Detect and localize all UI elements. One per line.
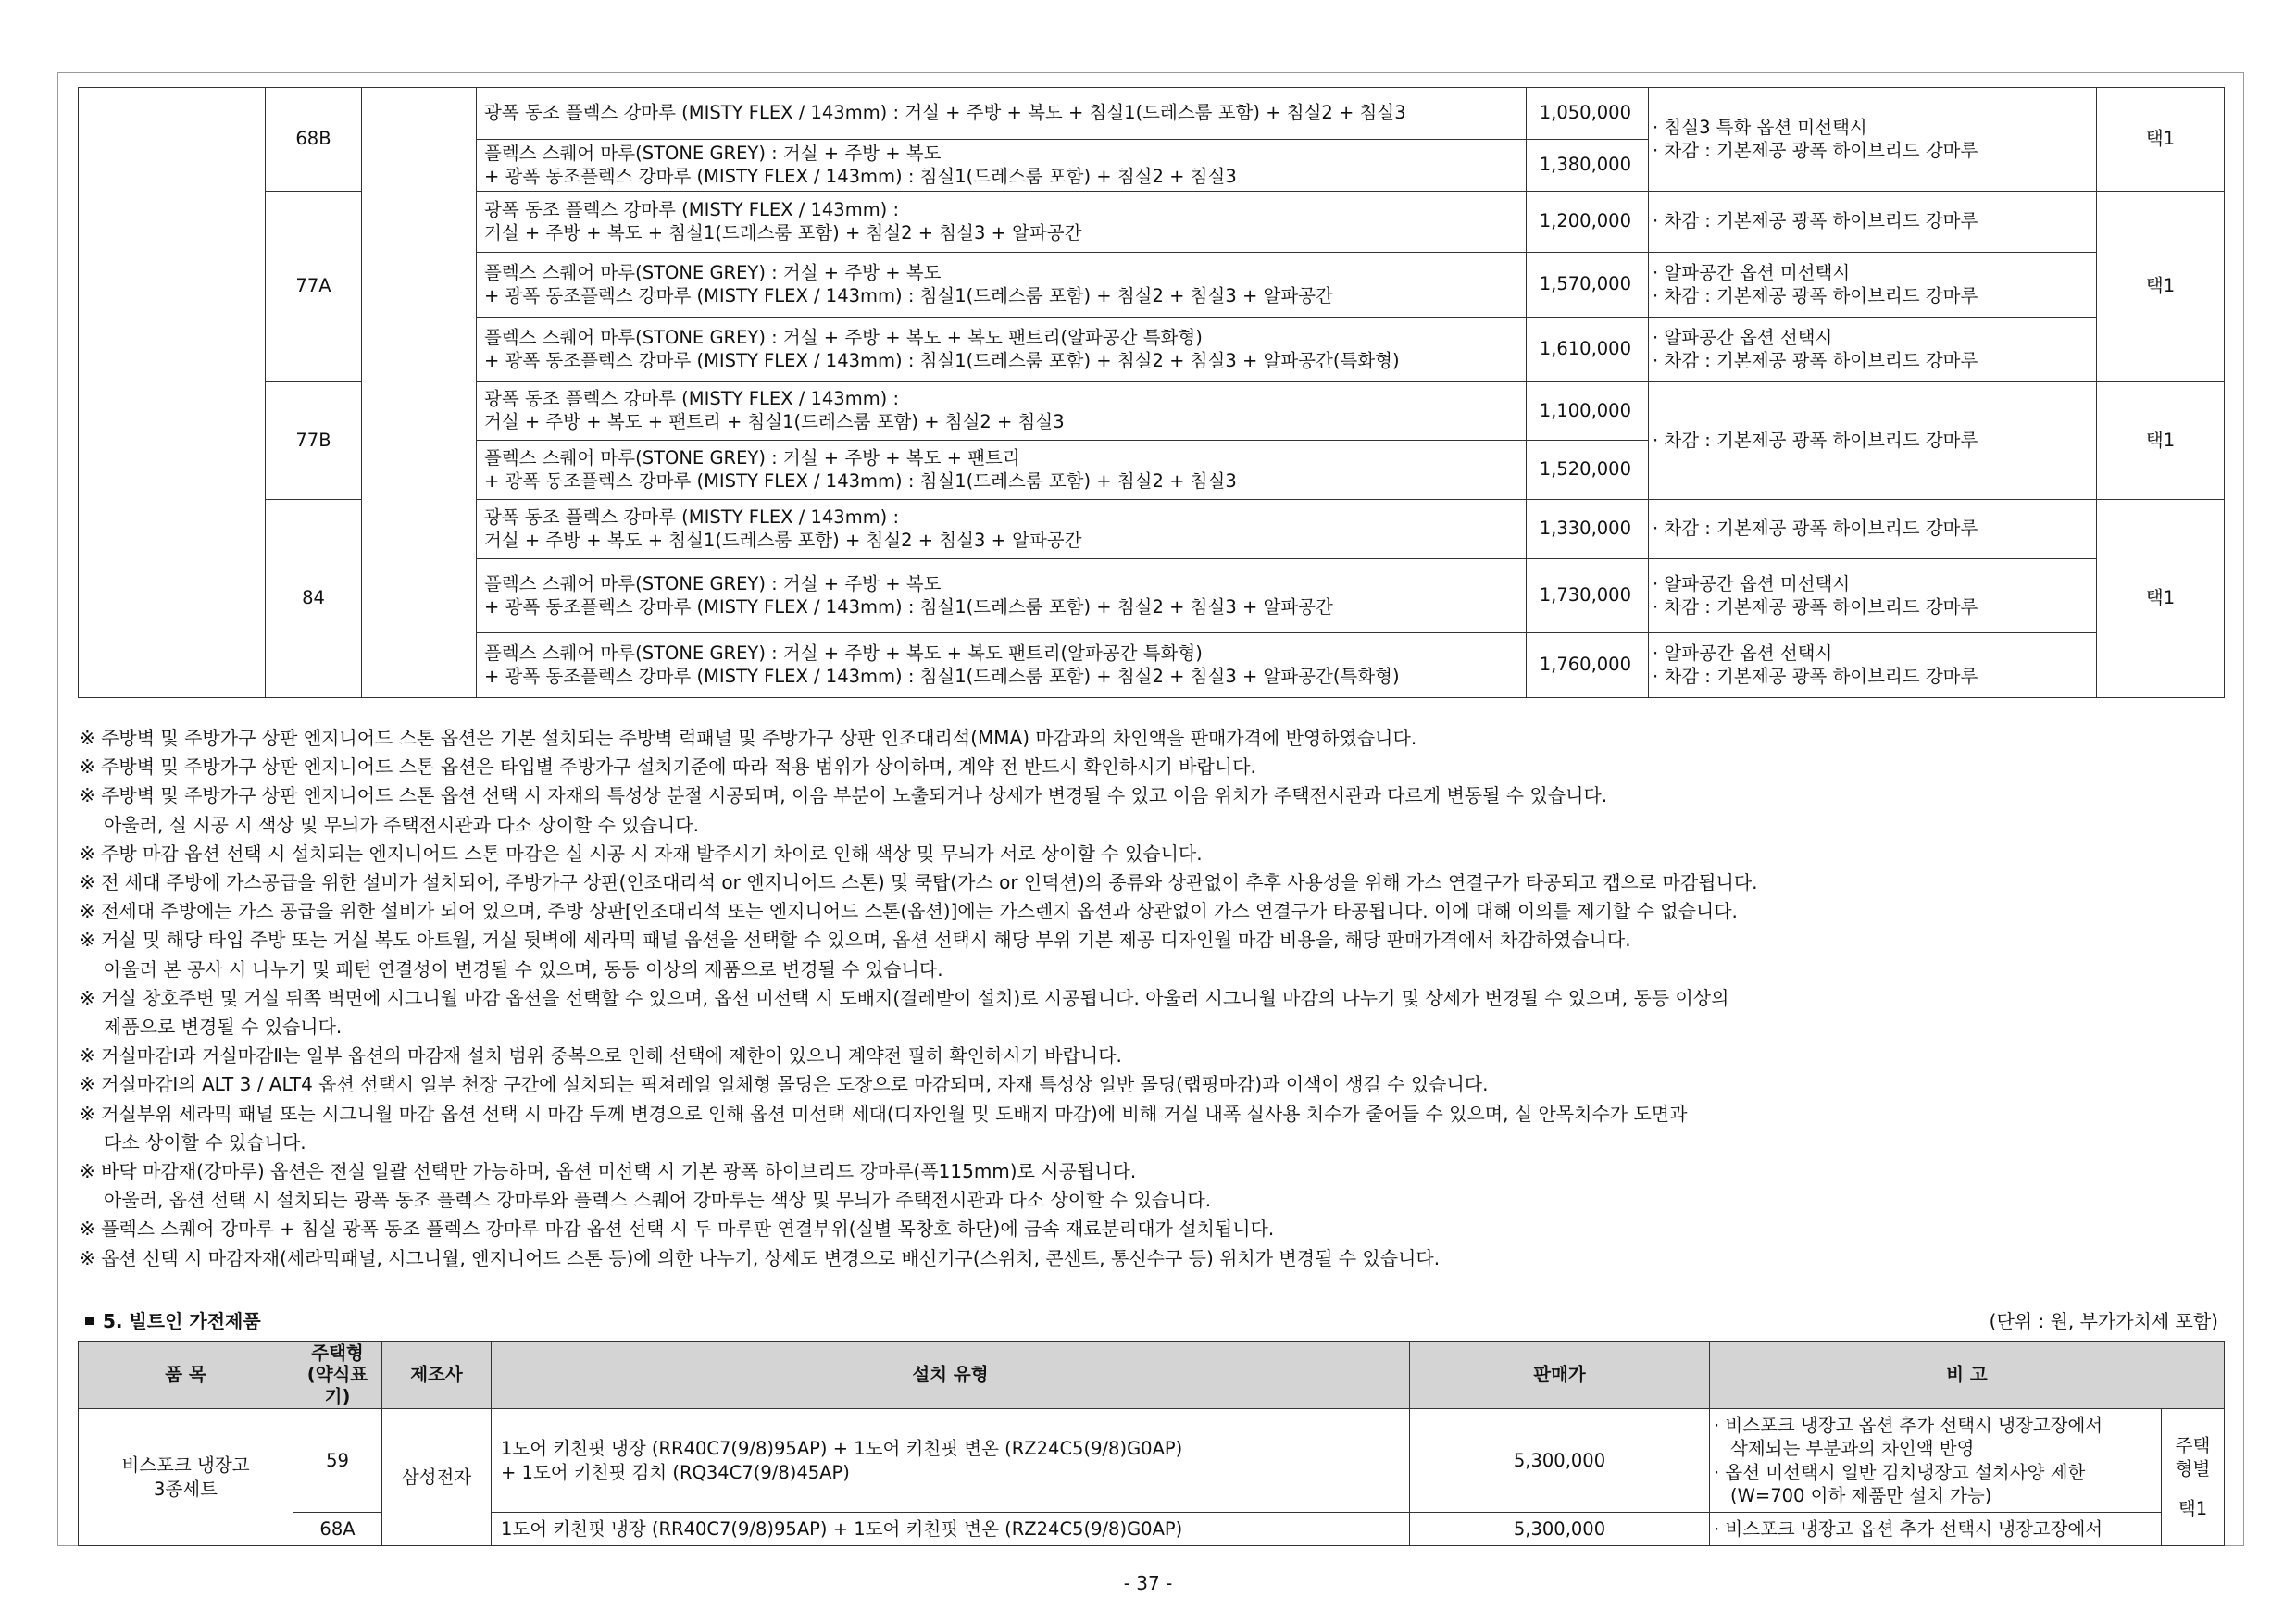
install-cell: 1도어 키친핏 냉장 (RR40C7(9/8)95AP) + 1도어 키친핏 변온 (RZ24C5(9/8)G0AP) + 1도어 키친핏 김치 (RQ34C7(9/8)45AP) [492, 1409, 1410, 1513]
header-type: 주택형 (약식표기) [293, 1342, 382, 1409]
note-line: ※ 거실마감Ⅰ의 ALT 3 / ALT4 옵션 선택시 일부 천장 구간에 설치되는 픽쳐레일 일체형 몰딩은 도장으로 마감되며, 자재 특성상 일반 몰딩(랩핑마감)과 이색이 생길 수 있습니다. [80, 1073, 1489, 1096]
option-price: 1,520,000 [1527, 441, 1649, 500]
note-line: ※ 거실마감Ⅰ과 거실마감Ⅱ는 일부 옵션의 마감재 설치 범위 중복으로 인해 선택에 제한이 있으니 계약전 필히 확인하시기 바랍니다. [80, 1044, 1122, 1067]
header-remark: 비 고 [1710, 1342, 2225, 1409]
note-line: ※ 거실 및 해당 타입 주방 또는 거실 복도 아트월, 거실 뒷벽에 세라믹 패널 옵션을 선택할 수 있으며, 옵션 선택시 해당 부위 기본 제공 디자인월 마감 비용을, 해당 판매가격에서 차감하였습니다. [80, 929, 1631, 952]
note-line: ※ 바닥 마감재(강마루) 옵션은 전실 일괄 선택만 가능하며, 옵션 미선택 시 기본 광폭 하이브리드 강마루(폭115mm)로 시공됩니다. [80, 1160, 1137, 1183]
unit-note: (단위 : 원, 부가가치세 포함) [1989, 1310, 2218, 1332]
note-line: 다소 상이할 수 있습니다. [104, 1130, 306, 1154]
install-cell: 1도어 키친핏 냉장 (RR40C7(9/8)95AP) + 1도어 키친핏 변온 (RZ24C5(9/8)G0AP) [492, 1513, 1410, 1546]
option-price: 1,380,000 [1527, 140, 1649, 192]
option-note: · 알파공간 옵션 미선택시 · 차감 : 기본제공 광폭 하이브리드 강마루 [1649, 559, 2097, 633]
choice-cell: 택1 [2097, 88, 2225, 192]
table-row [79, 88, 2225, 140]
header-price: 판매가 [1410, 1342, 1710, 1409]
note-line: ※ 전 세대 주방에 가스공급을 위한 설비가 설치되어, 주방가구 상판(인조대리석 or 엔지니어드 스톤) 및 쿡탑(가스 or 인덕션)의 종류와 상관없이 추후 사용성을 위해 가스 연결구가 타공되고 캡으로 마감됩니다. [80, 871, 1758, 894]
choice-cell: 택1 [2097, 500, 2225, 698]
table-row [79, 1409, 2225, 1513]
note-line: ※ 플렉스 스퀘어 강마루 + 침실 광폭 동조 플렉스 강마루 마감 옵션 선택 시 두 마루판 연결부위(실별 목창호 하단)에 금속 재료분리대가 설치됩니다. [80, 1217, 1275, 1241]
note-line: 아울러, 실 시공 시 색상 및 무늬가 주택전시관과 다소 상이할 수 있습니다. [104, 813, 699, 836]
option-desc: 플렉스 스퀘어 마루(STONE GREY) : 거실 + 주방 + 복도 + 광폭 동조플렉스 강마루 (MISTY FLEX / 143mm) : 침실1(드레스룸 포함) + 침실2 + 침실3 + 알파공간 [477, 253, 1527, 318]
type-cell: 68B [266, 88, 362, 192]
price-cell: 5,300,000 [1410, 1513, 1710, 1546]
note-line: 아울러 본 공사 시 나누기 및 패턴 연결성이 변경될 수 있으며, 동등 이상의 제품으로 변경될 수 있습니다. [104, 957, 943, 980]
price-cell: 5,300,000 [1410, 1409, 1710, 1513]
header-install: 설치 유형 [492, 1342, 1410, 1409]
option-note: · 침실3 특화 옵션 미선택시 · 차감 : 기본제공 광폭 하이브리드 강마루 [1649, 88, 2097, 192]
page-number: - 37 - [1123, 1572, 1173, 1594]
option-note: · 알파공간 옵션 선택시 · 차감 : 기본제공 광폭 하이브리드 강마루 [1649, 633, 2097, 698]
type-cell: 77A [266, 192, 362, 382]
table-header-row [79, 1342, 2225, 1409]
type-cell: 68A [293, 1513, 382, 1546]
option-desc: 플렉스 스퀘어 마루(STONE GREY) : 거실 + 주방 + 복도 + 복도 팬트리(알파공간 특화형) + 광폭 동조플렉스 강마루 (MISTY FLEX / 143mm) : 침실1(드레스룸 포함) + 침실2 + 침실3 + 알파공간(특화형) [477, 633, 1527, 698]
note-line: 아울러, 옵션 선택 시 설치되는 광폭 동조 플렉스 강마루와 플렉스 스퀘어 강마루는 색상 및 무늬가 주택전시관과 다소 상이할 수 있습니다. [104, 1189, 1212, 1212]
type-cell: 84 [266, 500, 362, 698]
type-cell: 77B [266, 382, 362, 500]
type-cell: 59 [293, 1409, 382, 1513]
option-desc: 광폭 동조 플렉스 강마루 (MISTY FLEX / 143mm) : 거실 + 주방 + 복도 + 팬트리 + 침실1(드레스룸 포함) + 침실2 + 침실3 [477, 382, 1527, 441]
option-price: 1,050,000 [1527, 88, 1649, 140]
option-desc: 플렉스 스퀘어 마루(STONE GREY) : 거실 + 주방 + 복도 + 광폭 동조플렉스 강마루 (MISTY FLEX / 143mm) : 침실1(드레스룸 포함) + 침실2 + 침실3 [477, 140, 1527, 192]
option-note: · 차감 : 기본제공 광폭 하이브리드 강마루 [1649, 192, 2097, 253]
option-desc: 플렉스 스퀘어 마루(STONE GREY) : 거실 + 주방 + 복도 + 복도 팬트리(알파공간 특화형) + 광폭 동조플렉스 강마루 (MISTY FLEX / 143mm) : 침실1(드레스룸 포함) + 침실2 + 침실3 + 알파공간(특화형) [477, 318, 1527, 382]
option-desc: 광폭 동조 플렉스 강마루 (MISTY FLEX / 143mm) : 거실 + 주방 + 복도 + 침실1(드레스룸 포함) + 침실2 + 침실3 + 알파공간 [477, 192, 1527, 253]
section-title: 5. 빌트인 가전제품 [85, 1306, 261, 1333]
option-price: 1,610,000 [1527, 318, 1649, 382]
choice-cell: 택1 [2097, 192, 2225, 382]
option-note: · 차감 : 기본제공 광폭 하이브리드 강마루 [1649, 500, 2097, 559]
item-cell: 비스포크 냉장고 3종세트 [79, 1409, 293, 1546]
option-note: · 차감 : 기본제공 광폭 하이브리드 강마루 [1649, 382, 2097, 500]
note-line: ※ 거실 창호주변 및 거실 뒤쪽 벽면에 시그니월 마감 옵션을 선택할 수 있으며, 옵션 미선택 시 도배지(결레받이 설치)로 시공됩니다. 아울러 시그니월 마감의 나누기 및 상세가 변경될 수 있으며, 동등 이상의 [80, 986, 1729, 1009]
blank-maker-cell [362, 88, 477, 698]
option-desc: 광폭 동조 플렉스 강마루 (MISTY FLEX / 143mm) : 거실 + 주방 + 복도 + 침실1(드레스룸 포함) + 침실2 + 침실3 [477, 88, 1527, 140]
note-line: ※ 주방벽 및 주방가구 상판 엔지니어드 스톤 옵션은 기본 설치되는 주방벽 럭패널 및 주방가구 상판 인조대리석(MMA) 마감과의 차인액을 판매가격에 반영하였습니다. [80, 727, 1417, 749]
option-price: 1,570,000 [1527, 253, 1649, 318]
remark-cell: · 비스포크 냉장고 옵션 추가 선택시 냉장고장에서 삭제되는 부분과의 차인액 반영 · 옵션 미선택시 일반 김치냉장고 설치사양 제한 (W=700 이하 제품만 설치 가능) [1710, 1409, 2162, 1513]
note-line: ※ 주방벽 및 주방가구 상판 엔지니어드 스톤 옵션은 타입별 주방가구 설치기준에 따라 적용 범위가 상이하며, 계약 전 반드시 확인하시기 바랍니다. [80, 755, 1256, 779]
option-price: 1,100,000 [1527, 382, 1649, 441]
builtin-appliance-table [78, 1341, 2225, 1546]
choice-cell: 택1 [2097, 382, 2225, 500]
note-line: ※ 주방벽 및 주방가구 상판 엔지니어드 스톤 옵션 선택 시 자재의 특성상 분절 시공되며, 이음 부분이 노출되거나 상세가 변경될 수 있고 이음 위치가 주택전시관과 다르게 변동될 수 있습니다. [80, 784, 1608, 807]
blank-item-cell [79, 88, 266, 698]
header-item: 품 목 [79, 1342, 293, 1409]
option-price: 1,200,000 [1527, 192, 1649, 253]
option-desc: 플렉스 스퀘어 마루(STONE GREY) : 거실 + 주방 + 복도 + 팬트리 + 광폭 동조플렉스 강마루 (MISTY FLEX / 143mm) : 침실1(드레스룸 포함) + 침실2 + 침실3 [477, 441, 1527, 500]
note-line: ※ 거실부위 세라믹 패널 또는 시그니월 마감 옵션 선택 시 마감 두께 변경으로 인해 옵션 미선택 세대(디자인월 및 도배지 마감)에 비해 거실 내폭 실사용 치수가 줄어들 수 있으며, 실 안목치수가 도면과 [80, 1102, 1688, 1125]
option-price: 1,730,000 [1527, 559, 1649, 633]
note-line: ※ 옵션 선택 시 마감자재(세라믹패널, 시그니월, 엔지니어드 스톤 등)에 의한 나누기, 상세도 변경으로 배선기구(스위치, 콘센트, 통신수구 등) 위치가 변경될 수 있습니다. [80, 1246, 1441, 1269]
option-desc: 광폭 동조 플렉스 강마루 (MISTY FLEX / 143mm) : 거실 + 주방 + 복도 + 침실1(드레스룸 포함) + 침실2 + 침실3 + 알파공간 [477, 500, 1527, 559]
note-line: ※ 주방 마감 옵션 선택 시 설치되는 엔지니어드 스톤 마감은 실 시공 시 자재 발주시기 차이로 인해 색상 및 무늬가 서로 상이할 수 있습니다. [80, 842, 1203, 865]
remark-cell: · 비스포크 냉장고 옵션 추가 선택시 냉장고장에서 [1710, 1513, 2162, 1546]
note-line: 제품으로 변경될 수 있습니다. [104, 1016, 343, 1039]
option-desc: 플렉스 스퀘어 마루(STONE GREY) : 거실 + 주방 + 복도 + 광폭 동조플렉스 강마루 (MISTY FLEX / 143mm) : 침실1(드레스룸 포함) + 침실2 + 침실3 + 알파공간 [477, 559, 1527, 633]
option-note: · 알파공간 옵션 미선택시 · 차감 : 기본제공 광폭 하이브리드 강마루 [1649, 253, 2097, 318]
square-bullet-icon [85, 1317, 94, 1325]
notes-block [80, 724, 2227, 1273]
note-line: ※ 전세대 주방에는 가스 공급을 위한 설비가 되어 있으며, 주방 상판[인조대리석 또는 엔지니어드 스톤(옵션)]에는 가스렌지 옵션과 상관없이 가스 연결구가 타공됩니다. 이에 대해 이의를 제기할 수 없습니다. [80, 900, 1738, 923]
option-price: 1,330,000 [1527, 500, 1649, 559]
header-maker: 제조사 [382, 1342, 492, 1409]
flooring-option-table [78, 87, 2225, 698]
option-note: · 알파공간 옵션 선택시 · 차감 : 기본제공 광폭 하이브리드 강마루 [1649, 318, 2097, 382]
maker-cell: 삼성전자 [382, 1409, 492, 1546]
option-price: 1,760,000 [1527, 633, 1649, 698]
choice-cell: 주택 형별 택1 [2162, 1409, 2225, 1546]
